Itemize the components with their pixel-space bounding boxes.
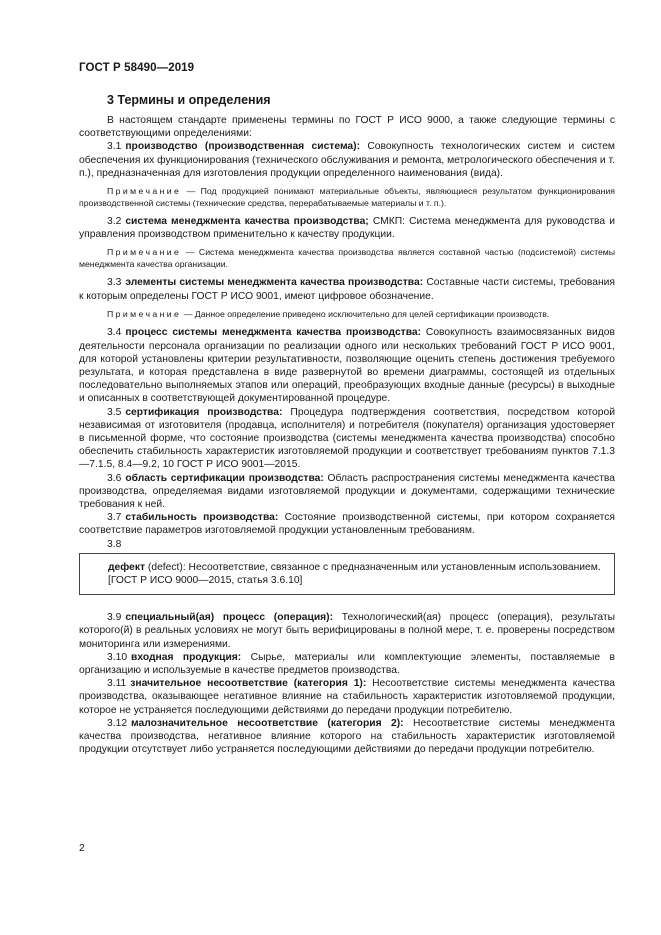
term-name: область сертификации производства: xyxy=(125,472,324,484)
term-name: значительное несоответствие (категория 1): xyxy=(130,678,367,690)
term-3-5 xyxy=(79,406,615,472)
term-definition: Совокупность взаимосвязанных видов деятельности персонала организации по реализации одного или нескольких требований ГОСТ Р ИСО 9001, для которой установлены критерии результативности, позволяющие оценить степень достижения требуемого результата, и которая представлена в виде развернутой во времени диаграммы, состоящей из отдельных последовательно выполняемых этапов или операций, преобразующих входные данные (ресурсы) в выходные и описанных в соответствующей документированной процедуре. xyxy=(79,327,615,405)
note-text: — Система менеджмента качества производства является составной частью (подсистемой) системы менеджмента качества организации. xyxy=(79,247,615,269)
term-3-7 xyxy=(79,511,615,537)
term-3-3 xyxy=(79,276,615,302)
term-number: 3.12 xyxy=(107,717,128,729)
term-3-12 xyxy=(79,717,615,757)
term-definition: Процедура подтверждения соответствия, посредством которой независимая от изготовителя (продавца, исполнителя) и потребителя (покупателя) организация удостоверяет в письменной форме, что состояние производства (системы менеджмента качества производства) способно обеспечить стабильность характеристик изготовляемой продукции и соответствует требованиям пунктов 7.1.3—7.1.5, 8.4—9.2, 10 ГОСТ Р ИСО 9001—2015. xyxy=(79,406,615,471)
term-3-11 xyxy=(79,677,615,717)
term-3-1 xyxy=(79,140,615,180)
term-definition: СМКП: Система менеджмента для руководства и управления производством применительно к качеству продукции. xyxy=(79,216,615,241)
term-number: 3.9 xyxy=(107,612,122,624)
term-3-9 xyxy=(79,611,615,651)
term-number: 3.7 xyxy=(107,512,122,524)
term-3-2 xyxy=(79,215,615,241)
note-label: Примечание xyxy=(107,308,182,319)
term-number: 3.10 xyxy=(107,651,128,663)
document-header: ГОСТ Р 58490—2019 xyxy=(79,62,195,74)
term-definition: Несоответствие системы менеджмента качества производства, негативное влияние которого на стабильность характеристик изготовляемой продукции отсутствует либо устраняется последующими действиями до передачи продукции потребителю. xyxy=(79,717,616,756)
term-number: 3.4 xyxy=(107,327,122,339)
term-3-8 xyxy=(88,561,606,574)
term-definition: Область распространения системы менеджмента качества производства, определяемая видами изготовляемой продукции и документами, содержащими технические требования к ней. xyxy=(79,472,616,510)
term-number: 3.11 xyxy=(107,678,127,690)
term-name: элементы системы менеджмента качества производства: xyxy=(125,277,424,289)
page-number: 2 xyxy=(79,842,85,854)
term-number: 3.5 xyxy=(107,406,122,418)
term-definition: Технологический(ая) процесс (операция), результаты которого(й) в реальных условиях не могут быть верифицированы в полной мере, т. е. проверены посредством мониторинга или измерениями. xyxy=(79,612,616,650)
term-name: малозначительное несоответствие (категория 2): xyxy=(131,717,404,729)
term-definition: Состояние производственной системы, при котором сохраняется соответствие параметров изготовляемой продукции установленным требованиям. xyxy=(79,512,616,537)
note-label: Примечание xyxy=(107,186,182,197)
term-definition: Составные части системы, требования к которым определены ГОСТ Р ИСО 9001, имеют цифровое обозначение. xyxy=(79,277,615,302)
term-name: специальный(ая) процесс (операция): xyxy=(125,612,334,624)
term-3-8-number xyxy=(79,538,615,551)
term-definition: Сырье, материалы или комплектующие элементы, поставляемые в организацию и используемые в качестве предметов производства. xyxy=(79,651,615,676)
note-text: — Под продукцией понимают материальные объекты, являющиеся результатом функционирования производственной системы (технические средства, перерабатываемые материалы и т. п.). xyxy=(79,186,615,208)
document-body xyxy=(79,114,615,756)
note-3-2 xyxy=(79,247,615,270)
term-name: сертификация производства: xyxy=(125,406,283,418)
term-number: 3.1 xyxy=(107,141,122,153)
note-label: Примечание xyxy=(107,247,182,258)
intro-paragraph: В настоящем стандарте применены термины по ГОСТ Р ИСО 9000, а также следующие термины с соответствующими определениями: xyxy=(79,115,615,140)
term-number: 3.3 xyxy=(107,277,122,289)
term-name: стабильность производства: xyxy=(125,512,279,524)
term-definition: Совокупность технологических систем и систем обеспечения их функционирования (технического обслуживания и ремонта, метрологического обеспечения и т. п.), предназначенная для изготовления продукции определенного наименования (вида). xyxy=(79,141,615,179)
note-3-1 xyxy=(79,186,615,209)
definition-source: [ГОСТ Р ИСО 9000—2015, статья 3.6.10] xyxy=(108,574,303,586)
term-3-6 xyxy=(79,472,615,512)
term-3-10 xyxy=(79,651,615,677)
term-3-4 xyxy=(79,326,615,405)
term-number: 3.8 xyxy=(107,538,122,550)
term-name: дефект xyxy=(108,561,146,573)
note-text: — Данное определение приведено исключительно для целей сертификации производств. xyxy=(181,308,550,319)
note-3-3 xyxy=(79,309,615,321)
term-number: 3.6 xyxy=(107,472,122,484)
term-definition: (defect): Несоответствие, связанное с предназначенным или установленным использованием. xyxy=(145,561,601,573)
term-definition: Несоответствие системы менеджмента качества производства, оказывающее негативное влияние на стабильность характеристик изготовляемой продукции, которое не устраняется последующими действиями до передачи продукции потребителю. xyxy=(79,678,615,716)
term-name: входная продукция: xyxy=(131,651,242,663)
section-title: 3 Термины и определения xyxy=(107,93,271,107)
term-name: процесс системы менеджмента качества производства: xyxy=(125,327,422,339)
term-number: 3.2 xyxy=(107,216,122,228)
term-name: система менеджмента качества производства; xyxy=(125,216,369,228)
quoted-definition-box xyxy=(79,553,615,595)
term-name: производство (производственная система): xyxy=(125,141,361,153)
